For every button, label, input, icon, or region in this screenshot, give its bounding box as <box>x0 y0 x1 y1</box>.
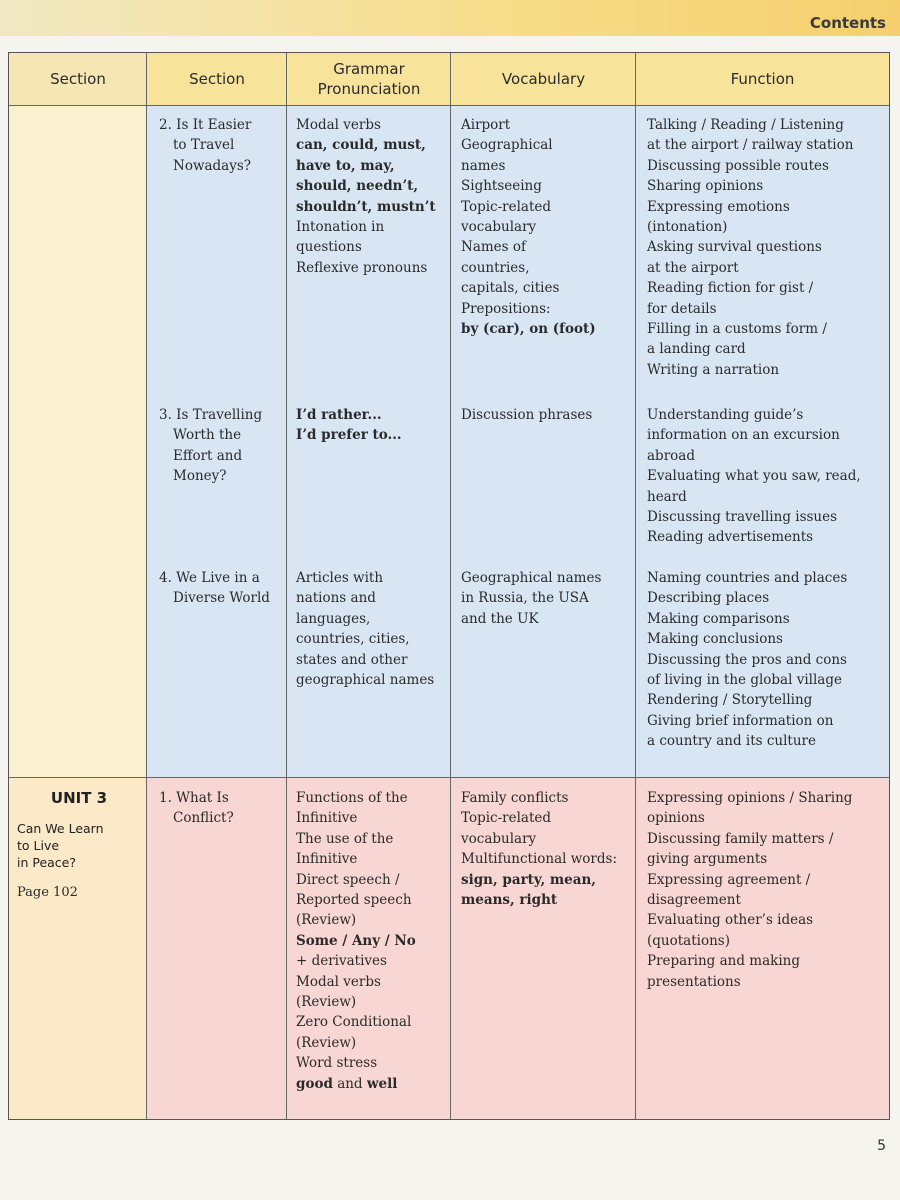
row3-grammar-line: languages, <box>296 610 371 627</box>
row2-vocabulary <box>461 405 633 425</box>
row2-function-line: Understanding guide’s <box>647 407 804 423</box>
row3-section-line: 4. We Live in a <box>159 570 260 586</box>
row3-vocab-line: in Russia, the USA <box>461 590 589 607</box>
row1-grammar-line: should, needn’t, <box>296 178 419 195</box>
header-section-label: Section <box>50 70 106 88</box>
row2-function-line: Reading advertisements <box>647 529 814 546</box>
row1-grammar <box>296 115 448 278</box>
row3-function-line: of living in the global village <box>647 672 842 689</box>
unit3-grammar-line: (Review) <box>296 994 357 1011</box>
grid-line <box>286 53 287 1119</box>
row2-function-line: heard <box>647 488 687 505</box>
row1-grammar-line: questions <box>296 239 362 256</box>
row2-section-line: 3. Is Travelling <box>159 407 263 423</box>
unit3-grammar-line: Modal verbs <box>296 973 381 990</box>
unit3-grammar-line: Infinitive <box>296 851 358 868</box>
row3-vocabulary <box>461 568 633 629</box>
row1-vocab-line: Topic-related <box>461 198 552 215</box>
row3-function-line: Making conclusions <box>647 631 783 648</box>
row1-grammar-line: can, could, must, <box>296 137 426 154</box>
unit3-subtitle-line: to Live <box>17 838 60 854</box>
row1-function-line: Expressing emotions <box>647 198 790 215</box>
unit3-function <box>647 788 885 992</box>
row3-vocab-line: and the UK <box>461 610 539 627</box>
header-vocabulary-label: Vocabulary <box>501 70 586 88</box>
unit3-vocab-line: sign, party, mean, <box>461 871 597 888</box>
row3-function-line: Describing places <box>647 590 770 607</box>
row3-grammar-line: geographical names <box>296 672 435 689</box>
unit3-function-line: Expressing opinions / Sharing <box>647 790 853 806</box>
row3-function-line: Discussing the pros and cons <box>647 651 847 668</box>
unit3-section-line: 1. What Is <box>159 790 229 806</box>
unit3-grammar-line: + derivatives <box>296 953 387 970</box>
page-number: 5 <box>877 1138 886 1154</box>
row3-grammar <box>296 568 448 690</box>
row1-section <box>159 115 283 176</box>
header-section <box>9 53 147 105</box>
row2-grammar-line: I’d prefer to... <box>296 427 402 444</box>
row1-function-line: (intonation) <box>647 219 728 236</box>
unit3-grammar-line: Direct speech / <box>296 871 400 888</box>
grid-line <box>9 105 889 106</box>
unit3-grammar-line: The use of the <box>296 830 394 847</box>
unit3-vocab-line: Family conflicts <box>461 790 569 806</box>
row3-section-line: Diverse World <box>173 590 270 607</box>
unit3-grammar-line: (Review) <box>296 912 357 929</box>
grid-line <box>9 777 889 778</box>
unit3-vocab-line: Topic-related <box>461 810 552 827</box>
row3-grammar-line: Articles with <box>296 570 384 586</box>
row2-grammar-line: I’d rather... <box>296 407 382 423</box>
row1-vocab-line: by (car), on (foot) <box>461 321 596 338</box>
row3-function-line: Rendering / Storytelling <box>647 692 813 709</box>
row2-vocab-line: Discussion phrases <box>461 407 593 423</box>
unit3-vocab-line: means, right <box>461 892 558 909</box>
row1-vocab-line: Sightseeing <box>461 178 542 195</box>
row3-function-line: Naming countries and places <box>647 570 848 586</box>
unit3-function-line: opinions <box>647 810 705 827</box>
unit3-subtitle-line: Can We Learn <box>17 821 104 837</box>
header-section-2 <box>147 53 287 105</box>
row3-section <box>159 568 283 609</box>
header-function <box>636 53 889 105</box>
row1-function-line: Filling in a customs form / <box>647 321 827 338</box>
unit3-grammar-line: Infinitive <box>296 810 358 827</box>
unit3-title: UNIT 3 <box>50 789 108 807</box>
row3-function-line: Making comparisons <box>647 610 790 627</box>
unit3-grammar-line: Zero Conditional <box>296 1014 412 1031</box>
row1-section-line: Nowadays? <box>173 157 252 174</box>
unit3-vocab-line: Multifunctional words: <box>461 851 618 868</box>
contents-table <box>8 52 890 1120</box>
row1-vocab-line: names <box>461 157 506 174</box>
unit3-label <box>17 788 141 904</box>
unit3-section-line: Conflict? <box>173 810 234 827</box>
row1-function <box>647 115 885 380</box>
row1-vocab-line: capitals, cities <box>461 280 560 297</box>
row1-function-line: for details <box>647 300 717 317</box>
grid-line <box>146 53 147 1119</box>
grid-line <box>450 53 451 1119</box>
row2-function-line: information on an excursion <box>647 427 840 444</box>
row2-section-line: Money? <box>173 468 227 485</box>
row1-vocab-line: Geographical <box>461 137 553 154</box>
row3-vocab-line: Geographical names <box>461 570 602 586</box>
row2-section <box>159 405 283 487</box>
unit3-function-line: (quotations) <box>647 932 730 949</box>
row3-function-line: a country and its culture <box>647 733 816 750</box>
row1-function-line: Sharing opinions <box>647 178 764 195</box>
header-section-label-2: Section <box>189 70 245 88</box>
row1-vocabulary <box>461 115 633 339</box>
row1-vocab-line: vocabulary <box>461 219 537 236</box>
unit3-function-line: Discussing family matters / <box>647 830 834 847</box>
unit3-grammar-line: Reported speech <box>296 892 412 909</box>
row1-section-line: to Travel <box>173 137 235 154</box>
row1-grammar-line: Reflexive pronouns <box>296 259 428 276</box>
row1-function-line: at the airport <box>647 259 739 276</box>
row1-function-line: Reading fiction for gist / <box>647 280 814 297</box>
row2-function-line: abroad <box>647 447 695 464</box>
row2-section-line: Effort and <box>173 447 243 464</box>
row1-grammar-line: Intonation in <box>296 219 385 236</box>
header-vocabulary <box>451 53 636 105</box>
row3-grammar-line: states and other <box>296 651 408 668</box>
row2-function <box>647 405 885 548</box>
unit3-grammar-line-good-and-well: good and well <box>296 1075 398 1092</box>
row1-grammar-line: shouldn’t, mustn’t <box>296 198 436 215</box>
unit3-function-line: Evaluating other’s ideas <box>647 912 814 929</box>
unit3-section <box>159 788 283 829</box>
unit3-grammar <box>296 788 448 1094</box>
unit3-function-line: Expressing agreement / <box>647 871 811 888</box>
unit3-function-line: Preparing and making <box>647 953 800 970</box>
header-function-label: Function <box>730 70 795 88</box>
unit3-grammar-line: (Review) <box>296 1034 357 1051</box>
row2-section-line: Worth the <box>173 427 242 444</box>
unit2-left-bg <box>9 105 147 778</box>
header-grammar <box>287 53 451 105</box>
unit3-function-line: disagreement <box>647 892 741 909</box>
grid-line <box>635 53 636 1119</box>
unit3-grammar-line: Word stress <box>296 1055 378 1072</box>
unit3-vocabulary <box>461 788 633 910</box>
row1-function-line: Talking / Reading / Listening <box>647 117 844 133</box>
unit3-vocab-line: vocabulary <box>461 830 537 847</box>
row1-section-line: 2. Is It Easier <box>159 117 252 133</box>
row3-grammar-line: countries, cities, <box>296 631 410 648</box>
unit3-function-line: giving arguments <box>647 851 768 868</box>
row2-grammar <box>296 405 448 446</box>
row1-grammar-line: Modal verbs <box>296 117 381 133</box>
row2-function-line: Discussing travelling issues <box>647 509 838 526</box>
row1-vocab-line: Airport <box>461 117 511 133</box>
row1-function-line: Writing a narration <box>647 361 780 378</box>
unit3-subtitle <box>17 820 141 871</box>
row1-function-line: a landing card <box>647 341 746 358</box>
unit3-function-line: presentations <box>647 973 741 990</box>
unit3-grammar-line: Some / Any / No <box>296 932 416 949</box>
row1-vocab-line: Prepositions: <box>461 300 551 317</box>
row1-grammar-line: have to, may, <box>296 157 395 174</box>
unit3-grammar-line: Functions of the <box>296 790 408 806</box>
row1-function-line: at the airport / railway station <box>647 137 854 154</box>
header-pronunciation-label: Pronunciation <box>317 80 421 98</box>
row1-function-line: Discussing possible routes <box>647 157 829 174</box>
header-grammar-label: Grammar <box>333 60 405 78</box>
top-band <box>0 0 900 36</box>
unit3-subtitle-line: in Peace? <box>17 855 77 871</box>
row1-vocab-line: Names of <box>461 239 526 256</box>
row3-function <box>647 568 885 752</box>
row2-function-line: Evaluating what you saw, read, <box>647 468 861 485</box>
page-header-title: Contents <box>809 14 886 32</box>
row1-vocab-line: countries, <box>461 259 530 276</box>
row3-function-line: Giving brief information on <box>647 712 834 729</box>
unit3-page-ref: Page 102 <box>17 885 78 901</box>
row3-grammar-line: nations and <box>296 590 376 607</box>
row1-function-line: Asking survival questions <box>647 239 822 256</box>
